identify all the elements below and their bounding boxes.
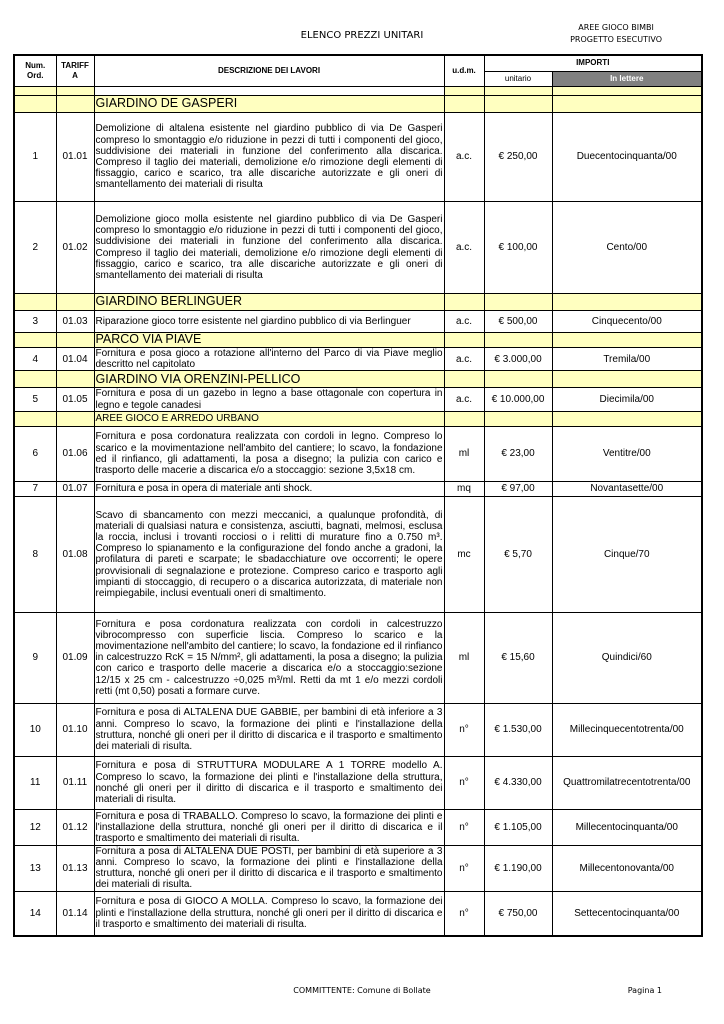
header-unitario: unitario bbox=[484, 71, 552, 87]
header-udm: u.d.m. bbox=[444, 55, 484, 87]
project-phase: PROGETTO ESECUTIVO bbox=[570, 35, 662, 44]
item-number: 9 bbox=[14, 612, 56, 703]
item-number: 14 bbox=[14, 891, 56, 936]
item-description: Fornitura e posa gioco a rotazione all'interno del Parco di via Piave meglio descritto nel capitolato bbox=[95, 348, 443, 371]
item-unit-price: € 10.000,00 bbox=[484, 388, 552, 411]
header-importi: IMPORTI bbox=[484, 55, 702, 71]
item-unit-price: € 1.190,00 bbox=[484, 845, 552, 891]
item-unit-price: € 4.330,00 bbox=[484, 756, 552, 809]
table-row bbox=[14, 426, 702, 481]
item-price-in-words: Settecentocinquanta/00 bbox=[552, 891, 702, 936]
item-unit: n° bbox=[444, 703, 484, 756]
item-code: 01.12 bbox=[56, 809, 94, 845]
item-description: Scavo di sbancamento con mezzi meccanici, a qualunque profondità, di materiali di qualsiasi natura e consistenza, asciutti, bagnati, melmosi, esclusa la roccia, inclusi i trovanti rocciosi o i relitti di murature fino a 0.750 m³. Compreso lo spianamento e la configurazione del fondo anche a gradoni, la profilatura di pareti e scarpate; le sbadacchiature ove occorrenti; le opere provvisionali di segnalazione e protezione. Compreso carico e trasporto agli impianti di stoccaggio, di recupero o a discarica autorizzata, di materiale non reimpiegabile, inclusi eventuali oneri di smaltimento. bbox=[94, 496, 444, 612]
item-code: 01.02 bbox=[56, 202, 94, 294]
table-row bbox=[14, 348, 702, 371]
item-unit-price: € 3.000,00 bbox=[484, 348, 552, 371]
item-price-in-words: Cinquecento/00 bbox=[552, 311, 702, 333]
item-unit: n° bbox=[444, 891, 484, 936]
item-description: Riparazione gioco torre esistente nel giardino pubblico di via Berlinguer bbox=[94, 311, 444, 333]
table-row bbox=[14, 496, 702, 612]
item-number: 1 bbox=[14, 113, 56, 202]
page-title: ELENCO PREZZI UNITARI bbox=[300, 30, 424, 41]
item-description: Demolizione gioco molla esistente nel giardino pubblico di via De Gasperi compreso lo smontaggio e/o riduzione in pezzi di tutti i componenti del gioco, suddivisione dei materiali in funzione del conferimento alla discarica. Compreso il taglio dei materiali, demolizione e/o rimozione degli elementi di fissaggio, carico e scarico, tra alle discariche autorizzate e gli oneri di smantellamento dei materiali di risulta bbox=[94, 202, 444, 294]
item-code: 01.05 bbox=[56, 388, 94, 411]
item-code: 01.09 bbox=[56, 612, 94, 703]
item-unit: a.c. bbox=[444, 311, 484, 333]
item-price-in-words: Millecentocinquanta/00 bbox=[552, 809, 702, 845]
item-number: 8 bbox=[14, 496, 56, 612]
project-info bbox=[570, 22, 662, 46]
item-description: Fornitura e posa cordonatura realizzata con cordoli in legno. Compreso lo scarico e la movimentazione nell'ambito del cantiere; lo scavo, la fondazione ed il rinfianco, gli adattamenti, la posa a disegno; la pulizia con carico e trasporto delle macerie a discarica e/o a stoccaggio: sezione 3,5x18 cm. bbox=[94, 426, 444, 481]
section-title: AREE GIOCO E ARREDO URBANO bbox=[94, 411, 444, 426]
item-code: 01.07 bbox=[56, 481, 94, 496]
item-number: 5 bbox=[14, 388, 56, 411]
item-unit-price: € 15,60 bbox=[484, 612, 552, 703]
item-price-in-words: Millecentonovanta/00 bbox=[552, 845, 702, 891]
item-unit: n° bbox=[444, 845, 484, 891]
item-code: 01.06 bbox=[56, 426, 94, 481]
section-title: GIARDINO DE GASPERI bbox=[94, 96, 444, 113]
table-row bbox=[14, 756, 702, 809]
header-lettere: In lettere bbox=[552, 71, 702, 87]
spacer-row bbox=[14, 87, 702, 96]
header-tariffa: TARIFF A bbox=[56, 55, 94, 87]
section-title: GIARDINO BERLINGUER bbox=[94, 294, 444, 311]
item-unit-price: € 750,00 bbox=[484, 891, 552, 936]
item-price-in-words: Quindici/60 bbox=[552, 612, 702, 703]
item-description: Fornitura e posa di STRUTTURA MODULARE A 1 TORRE modello A. Compreso lo scavo, la formazione dei plinti e l'installazione della struttura, nonché gli oneri per il diritto di discarica e il trasporto e smaltimento dei materiali di risulta. bbox=[94, 756, 444, 809]
item-unit-price: € 1.530,00 bbox=[484, 703, 552, 756]
item-number: 4 bbox=[14, 348, 56, 371]
item-unit-price: € 1.105,00 bbox=[484, 809, 552, 845]
item-unit-price: € 23,00 bbox=[484, 426, 552, 481]
item-number: 7 bbox=[14, 481, 56, 496]
table-row bbox=[14, 845, 702, 891]
item-number: 11 bbox=[14, 756, 56, 809]
item-description: Fornitura e posa di ALTALENA DUE GABBIE, per bambini di età inferiore a 3 anni. Compreso lo scavo, la formazione dei plinti e l'installazione della struttura, nonché gli oneri per il diritto di discarica e il trasporto e smaltimento dei materiali di risulta. bbox=[94, 703, 444, 756]
item-description: Fornitura e posa cordonatura realizzata con cordoli in calcestruzzo vibrocompresso con superficie liscia. Compreso lo scarico e la movimentazione nell'ambito del cantiere; lo scavo, la fondazione ed il rinfianco in calcestruzzo RcK = 15 N/mm², gli adattamenti, la posa a disegno; la pulizia con carico e trasporto delle macerie a discarica e/o a stoccaggio:sezione 12/15 x 25 cm - calcestruzzo ÷0,025 m³/ml. Retti da mt 1 e/o mezzi cordoli retti (mt 0,50) posati a formare curve. bbox=[94, 612, 444, 703]
item-description: Fornitura a posa di ALTALENA DUE POSTI, per bambini di età superiore a 3 anni. Compreso lo scavo, la formazione dei plinti e l'installazione della struttura, nonché gli oneri per il diritto di discarica e il trasporto e smaltimento dei materiali di risulta. bbox=[95, 845, 443, 891]
item-price-in-words: Diecimila/00 bbox=[552, 388, 702, 411]
section-row bbox=[14, 371, 702, 388]
table-row bbox=[14, 809, 702, 845]
item-description: Demolizione di altalena esistente nel giardino pubblico di via De Gasperi compreso lo smontaggio e/o riduzione in pezzi di tutti i componenti del gioco, suddivisione dei materiali in funzione del conferimento alla discarica. Compreso il taglio dei materiali, demolizione e/o rimozione degli elementi di fissaggio, carico e scarico, tra alle discariche autorizzate e gli oneri di smantellamento dei materiali di risulta bbox=[94, 113, 444, 202]
table-header bbox=[14, 55, 702, 71]
section-title: GIARDINO VIA ORENZINI-PELLICO bbox=[94, 371, 444, 388]
table-row bbox=[14, 703, 702, 756]
item-unit-price: € 97,00 bbox=[484, 481, 552, 496]
footer-page-number: Pagina 1 bbox=[627, 986, 662, 995]
item-price-in-words: Cinque/70 bbox=[552, 496, 702, 612]
item-code: 01.10 bbox=[56, 703, 94, 756]
item-price-in-words: Quattromilatrecentotrenta/00 bbox=[552, 756, 702, 809]
item-code: 01.03 bbox=[56, 311, 94, 333]
item-price-in-words: Ventitre/00 bbox=[552, 426, 702, 481]
item-unit-price: € 250,00 bbox=[484, 113, 552, 202]
item-unit-price: € 5,70 bbox=[484, 496, 552, 612]
section-row bbox=[14, 411, 702, 426]
item-description: Fornitura e posa di TRABALLO. Compreso lo scavo, la formazione dei plinti e l'installazione della struttura, nonché gli oneri per il diritto di discarica e il trasporto e smaltimento dei materiali di risulta. bbox=[95, 810, 443, 844]
item-description: Fornitura e posa di GIOCO A MOLLA. Compreso lo scavo, la formazione dei plinti e l'installazione della struttura, nonché gli oneri per il diritto di discarica e il trasporto e smaltimento dei materiali di risulta. bbox=[94, 891, 444, 936]
footer-committente: COMMITTENTE: Comune di Bollate bbox=[293, 986, 431, 995]
project-name: AREE GIOCO BIMBI bbox=[578, 23, 654, 32]
table-row bbox=[14, 113, 702, 202]
item-number: 6 bbox=[14, 426, 56, 481]
table-row bbox=[14, 612, 702, 703]
header-descrizione: DESCRIZIONE DEI LAVORI bbox=[94, 55, 444, 87]
item-code: 01.01 bbox=[56, 113, 94, 202]
item-code: 01.04 bbox=[56, 348, 94, 371]
section-row bbox=[14, 294, 702, 311]
item-code: 01.11 bbox=[56, 756, 94, 809]
item-unit: mq bbox=[444, 481, 484, 496]
item-price-in-words: Cento/00 bbox=[552, 202, 702, 294]
item-unit-price: € 100,00 bbox=[484, 202, 552, 294]
item-number: 10 bbox=[14, 703, 56, 756]
item-price-in-words: Novantasette/00 bbox=[552, 481, 702, 496]
item-description: Fornitura e posa in opera di materiale anti shock. bbox=[94, 481, 444, 496]
table-row bbox=[14, 311, 702, 333]
item-number: 12 bbox=[14, 809, 56, 845]
table-row bbox=[14, 891, 702, 936]
item-unit: a.c. bbox=[444, 388, 484, 411]
item-description: Fornitura e posa di un gazebo in legno a base ottagonale con copertura in legno e tegole canadesi bbox=[95, 388, 443, 411]
item-unit: mc bbox=[444, 496, 484, 612]
table-row bbox=[14, 388, 702, 411]
item-price-in-words: Tremila/00 bbox=[552, 348, 702, 371]
item-unit-price: € 500,00 bbox=[484, 311, 552, 333]
item-unit: n° bbox=[444, 809, 484, 845]
item-unit: n° bbox=[444, 756, 484, 809]
header-num: Num. Ord. bbox=[14, 55, 56, 87]
item-unit: ml bbox=[444, 426, 484, 481]
item-unit: a.c. bbox=[444, 113, 484, 202]
item-code: 01.08 bbox=[56, 496, 94, 612]
item-unit: a.c. bbox=[444, 348, 484, 371]
item-code: 01.13 bbox=[56, 845, 94, 891]
item-number: 13 bbox=[14, 845, 56, 891]
item-price-in-words: Duecentocinquanta/00 bbox=[552, 113, 702, 202]
item-number: 3 bbox=[14, 311, 56, 333]
item-unit: a.c. bbox=[444, 202, 484, 294]
table-row bbox=[14, 202, 702, 294]
item-code: 01.14 bbox=[56, 891, 94, 936]
section-row bbox=[14, 96, 702, 113]
section-row bbox=[14, 333, 702, 348]
section-title: PARCO VIA PIAVE bbox=[94, 333, 444, 348]
table-row bbox=[14, 481, 702, 496]
item-unit: ml bbox=[444, 612, 484, 703]
price-list-table bbox=[13, 54, 703, 937]
item-number: 2 bbox=[14, 202, 56, 294]
item-price-in-words: Millecinquecentotrenta/00 bbox=[552, 703, 702, 756]
